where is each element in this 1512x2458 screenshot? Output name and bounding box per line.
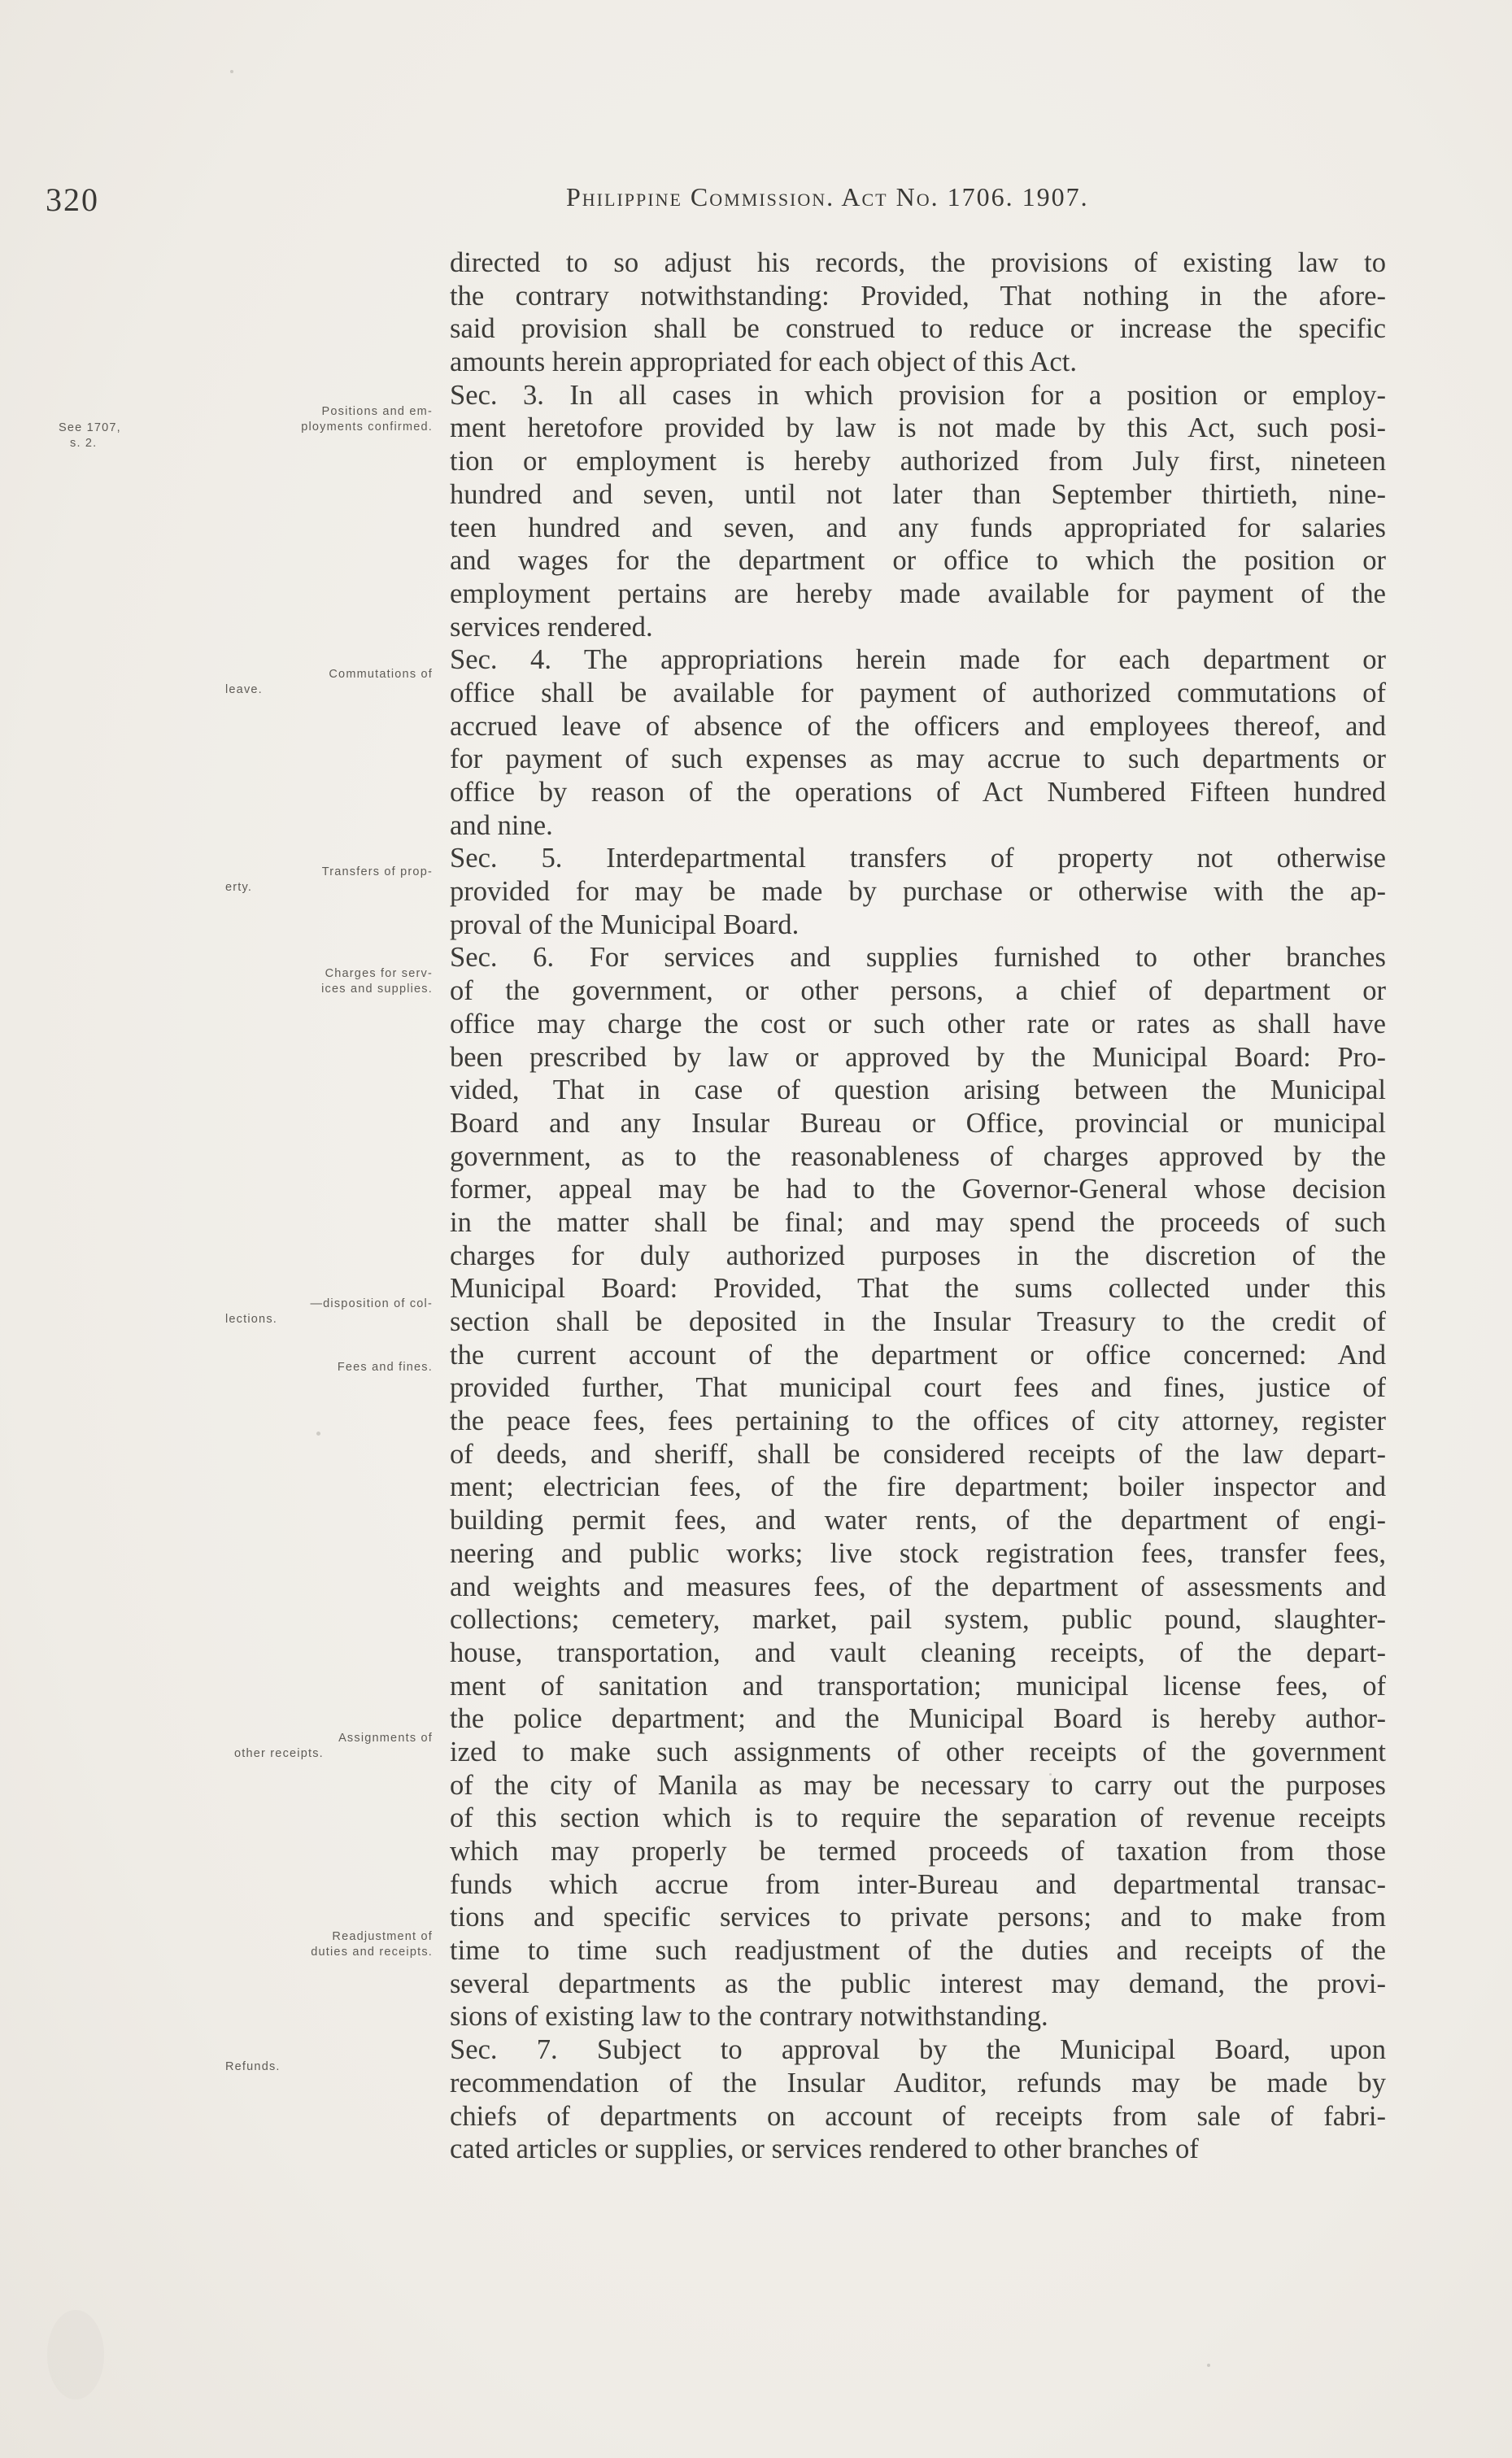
body-line: funds which accrue from inter-Bureau and departmental transac-	[450, 1868, 1386, 1900]
body-line: Municipal Board: Provided, That the sums collected under this	[450, 1273, 1386, 1305]
body-line: time to time such readjustment of the duties and receipts of the	[450, 1935, 1386, 1967]
body-line: charges for duly authorized purposes in the discretion of the	[450, 1240, 1386, 1271]
body-line: collections; cemetery, market, pail system, public pound, slaughter-	[450, 1604, 1386, 1636]
margin-note-line: Readjustment of	[332, 1930, 433, 1943]
margin-note-line: Refunds.	[225, 2060, 281, 2073]
body-line: section shall be deposited in the Insular Treasury to the credit of	[450, 1306, 1386, 1337]
margin-note-line: Assignments of	[338, 1732, 433, 1745]
margin-note-line: lections.	[225, 1313, 277, 1326]
margin-note-line: Charges for serv-	[325, 967, 433, 980]
margin-note-positions	[59, 404, 433, 435]
margin-note-commutations	[59, 667, 433, 698]
margin-note-line: Fees and fines.	[337, 1361, 433, 1374]
body-line: ized to make such assignments of other receipts of the government	[450, 1736, 1386, 1767]
margin-note-line: duties and receipts.	[311, 1946, 433, 1959]
body-line: Sec. 6. For services and supplies furnished to other branches	[450, 942, 1386, 974]
body-line: several departments as the public interest may demand, the provi-	[450, 1968, 1386, 1999]
margin-note-line: Transfers of prop-	[321, 865, 433, 878]
body-line: amounts herein appropriated for each object of this Act.	[450, 346, 1078, 378]
body-line: the contrary notwithstanding: Provided, That nothing in the afore-	[450, 280, 1386, 312]
body-line: Sec. 5. Interdepartmental transfers of property not otherwise	[450, 843, 1386, 874]
body-line: cated articles or supplies, or services rendered to other branches of	[450, 2133, 1199, 2165]
margin-note-transfers	[59, 865, 433, 896]
body-line: tions and specific services to private persons; and to make from	[450, 1902, 1386, 1933]
body-line: employment pertains are hereby made available for payment of the	[450, 577, 1386, 609]
margin-note-line: See 1707,	[59, 421, 121, 434]
body-line: tion or employment is hereby authorized from July first, nineteen	[450, 446, 1386, 477]
margin-note-readjustment	[59, 1929, 433, 1960]
body-line: of deeds, and sheriff, shall be considered receipts of the law depart-	[450, 1438, 1386, 1470]
scan-speck	[230, 70, 233, 73]
body-line: provided for may be made by purchase or otherwise with the ap-	[450, 876, 1386, 908]
body-line: of this section which is to require the separation of revenue receipts	[450, 1802, 1386, 1834]
margin-note-line: Commutations of	[329, 668, 433, 681]
scan-smudge	[47, 2310, 104, 2399]
scan-speck	[316, 1432, 320, 1436]
margin-note-disposition	[59, 1297, 433, 1327]
body-line: services rendered.	[450, 611, 653, 643]
margin-note-line: other receipts.	[234, 1747, 324, 1760]
margin-note-refunds	[59, 2059, 433, 2075]
margin-note-line: ployments confirmed.	[301, 421, 433, 434]
margin-note-line: ices and supplies.	[321, 983, 433, 996]
body-line: sions of existing law to the contrary notwithstanding.	[450, 2001, 1048, 2033]
body-line: office by reason of the operations of Act Numbered Fifteen hundred	[450, 777, 1386, 808]
body-line: ment heretofore provided by law is not made by this Act, such posi-	[450, 412, 1386, 444]
body-line: office shall be available for payment of authorized commutations of	[450, 677, 1386, 708]
margin-note-line: erty.	[225, 881, 253, 894]
body-line: Sec. 4. The appropriations herein made for each department or	[450, 644, 1386, 676]
body-line: in the matter shall be final; and may spend the proceeds of such	[450, 1206, 1386, 1238]
body-line: house, transportation, and vault cleaning receipts, of the depart-	[450, 1636, 1386, 1668]
body-line: and wages for the department or office to which the position or	[450, 545, 1386, 577]
margin-note-fees	[59, 1360, 433, 1375]
margin-note-line: Positions and em-	[321, 405, 433, 418]
running-title: Philippine Commission. Act No. 1706. 1907.	[566, 182, 1089, 211]
body-line: government, as to the reasonableness of charges approved by the	[450, 1140, 1386, 1172]
body-line: chiefs of departments on account of receipts from sale of fabri-	[450, 2100, 1386, 2132]
scan-speck	[1049, 1773, 1052, 1776]
body-line: the current account of the department or office concerned: And	[450, 1339, 1386, 1371]
body-line: said provision shall be construed to reduce or increase the specific	[450, 313, 1386, 345]
margin-note-assignments	[59, 1731, 433, 1762]
body-line: of the city of Manila as may be necessary to carry out the purposes	[450, 1769, 1386, 1801]
margin-note-line: —disposition of col-	[310, 1297, 433, 1310]
body-line: former, appeal may be had to the Governor-General whose decision	[450, 1174, 1386, 1205]
margin-note-charges	[59, 966, 433, 997]
body-line: office may charge the cost or such other rate or rates as shall have	[450, 1008, 1386, 1039]
body-line: proval of the Municipal Board.	[450, 909, 800, 940]
body-line: and weights and measures fees, of the department of assessments and	[450, 1571, 1386, 1602]
scan-speck	[1207, 2364, 1210, 2367]
page-number: 320	[46, 181, 99, 218]
body-line: Board and any Insular Bureau or Office, provincial or municipal	[450, 1107, 1386, 1139]
page-header	[46, 181, 1444, 229]
body-text	[450, 246, 1386, 2166]
body-line: ment of sanitation and transportation; municipal license fees, of	[450, 1670, 1386, 1702]
body-line: Sec. 3. In all cases in which provision for a position or employ-	[450, 379, 1386, 411]
body-line: ment; electrician fees, of the fire department; boiler inspector and	[450, 1471, 1386, 1503]
body-line: which may properly be termed proceeds of taxation from those	[450, 1836, 1386, 1867]
body-line: of the government, or other persons, a chief of department or	[450, 975, 1386, 1007]
body-line: provided further, That municipal court fees and fines, justice of	[450, 1372, 1386, 1404]
body-line: and nine.	[450, 809, 553, 841]
body-line: vided, That in case of question arising between the Municipal	[450, 1074, 1386, 1106]
body-line: building permit fees, and water rents, of the department of engi-	[450, 1505, 1386, 1536]
margin-note-line: leave.	[225, 683, 263, 696]
body-line: directed to so adjust his records, the provisions of existing law to	[450, 247, 1386, 278]
body-line: the peace fees, fees pertaining to the offices of city attorney, register	[450, 1406, 1386, 1437]
body-line: accrued leave of absence of the officers and employees thereof, and	[450, 710, 1386, 742]
margin-note-line: s. 2.	[70, 437, 98, 450]
body-line: the police department; and the Municipal Board is hereby author-	[450, 1703, 1386, 1735]
body-line: teen hundred and seven, and any funds appropriated for salaries	[450, 512, 1386, 543]
body-line: for payment of such expenses as may accrue to such departments or	[450, 743, 1386, 775]
body-line: Sec. 7. Subject to approval by the Municipal Board, upon	[450, 2034, 1386, 2066]
body-line: recommendation of the Insular Auditor, refunds may be made by	[450, 2067, 1386, 2098]
body-line: hundred and seven, until not later than September thirtieth, nine-	[450, 478, 1386, 510]
body-line: neering and public works; live stock registration fees, transfer fees,	[450, 1537, 1386, 1569]
body-line: been prescribed by law or approved by the Municipal Board: Pro-	[450, 1041, 1386, 1073]
